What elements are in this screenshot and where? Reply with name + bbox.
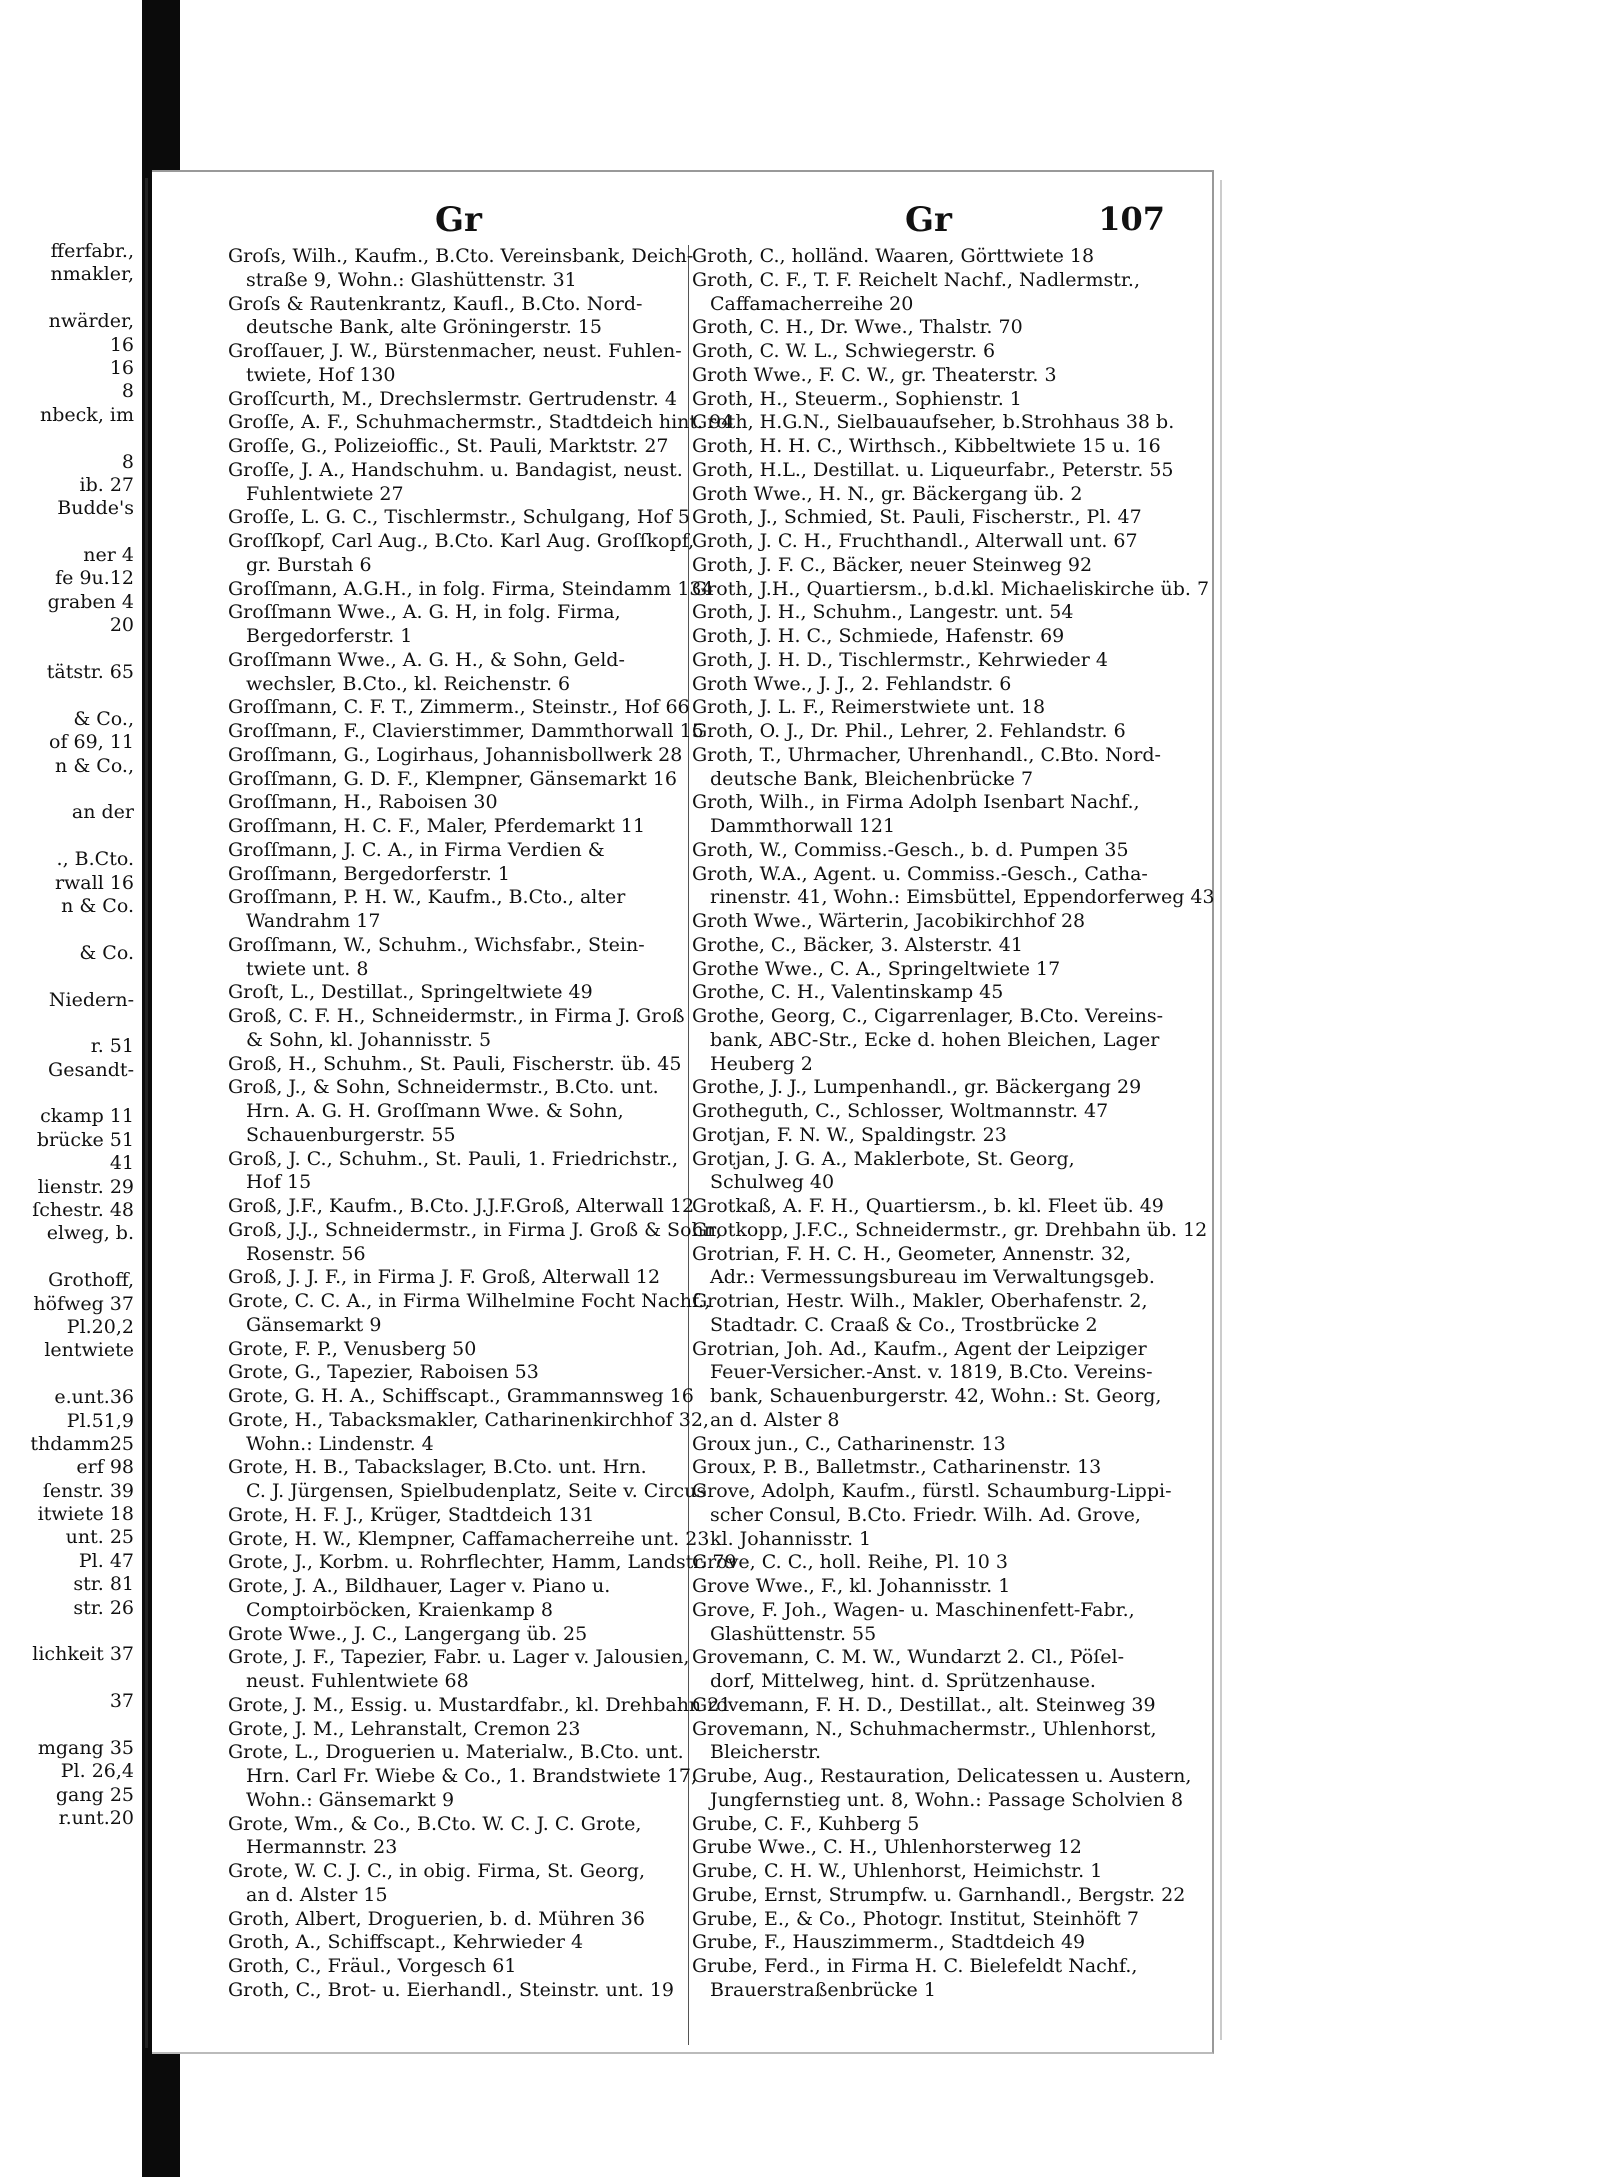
directory-entry-line: kl. Johannisstr. 1 (710, 1527, 872, 1550)
right-column (692, 245, 1215, 2003)
fragment-line (0, 427, 140, 450)
fragment-line: ſchestr. 48 (32, 1199, 134, 1222)
directory-entry-line: Grotheguth, C., Schlosser, Woltmannstr. 47 (692, 1100, 1109, 1122)
directory-entry-line: Groſſe, J. A., Handschuhm. u. Bandagist, neust. (228, 458, 683, 481)
directory-entry-line: Grove Wwe., F., kl. Johannisstr. 1 (692, 1575, 1011, 1597)
fragment-line (0, 1620, 140, 1643)
fragment-line: ner 4 (83, 544, 134, 567)
directory-entry-line: & Sohn, kl. Johannisstr. 5 (246, 1028, 492, 1051)
directory-entry-line: Groß, C. F. H., Schneidermstr., in Firma J. Groß (228, 1005, 685, 1027)
directory-entry-line: Groth, O. J., Dr. Phil., Lehrer, 2. Fehlandstr. 6 (692, 720, 1126, 742)
directory-entry-line: Groth, J. C. H., Fruchthandl., Alterwall unt. 67 (692, 530, 1138, 552)
directory-entry-line: Groſs & Rautenkrantz, Kaufl., B.Cto. Nord- (228, 292, 643, 315)
fragment-line: n & Co. (61, 894, 134, 917)
fragment-line: Pl.20,2 (66, 1315, 134, 1338)
directory-entry-line: Groß, J.J., Schneidermstr., in Firma J. Groß & Sohn, (228, 1218, 723, 1241)
directory-entry-line: Groth, T., Uhrmacher, Uhrenhandl., C.Bto. Nord- (692, 743, 1161, 766)
directory-entry-line: Grote, J. F., Tapezier, Fabr. u. Lager v. Jalousien, (228, 1646, 690, 1669)
directory-entry-line: Glashüttenstr. 55 (710, 1622, 877, 1645)
directory-entry-line: Hrn. A. G. H. Groſſmann Wwe. & Sohn, (246, 1100, 624, 1122)
directory-entry-line: Groth Wwe., J. J., 2. Fehlandstr. 6 (692, 672, 1012, 695)
directory-entry-line: Groth, J.H., Quartiersm., b.d.kl. Michaeliskirche üb. 7 (692, 577, 1210, 600)
fragment-line: Pl. 47 (78, 1549, 134, 1572)
fragment-line: fe 9u.12 (55, 567, 134, 590)
fragment-line: fferfabr., (50, 240, 134, 262)
directory-entry-line: straße 9, Wohn.: Glashüttenstr. 31 (246, 268, 577, 291)
directory-entry-line: Grote, G., Tapezier, Raboisen 53 (228, 1361, 539, 1384)
directory-entry-line: Groth, C. W. L., Schwiegerstr. 6 (692, 340, 996, 362)
directory-entry-line: Hof 15 (246, 1171, 312, 1194)
directory-entry-line: Schauenburgerstr. 55 (246, 1123, 456, 1146)
directory-entry-line: Groth, Albert, Droguerien, b. d. Mühren 36 (228, 1907, 645, 1930)
fragment-line: ib. 27 (79, 473, 134, 496)
fragment-line: lienstr. 29 (37, 1175, 134, 1198)
directory-entry-line: neust. Fuhlentwiete 68 (246, 1670, 469, 1692)
fragment-line (0, 825, 140, 848)
directory-entry-line: Groth, C. H., Dr. Wwe., Thalstr. 70 (692, 316, 1023, 339)
fragment-line: Grothoff, (48, 1269, 134, 1292)
fragment-line: nwärder, (48, 310, 134, 333)
directory-entry-line: an d. Alster 8 (710, 1408, 840, 1431)
directory-entry-line: Grote, G. H. A., Schiffscapt., Grammannsweg 16 (228, 1385, 694, 1407)
directory-entry-line: Comptoirböcken, Kraienkamp 8 (246, 1598, 554, 1621)
directory-entry-line: twiete unt. 8 (246, 957, 369, 980)
fragment-line (0, 1012, 140, 1035)
directory-entry-line: Groſſauer, J. W., Bürstenmacher, neust. Fuhlen- (228, 340, 682, 362)
directory-entry-line: Groth, J. H. C., Schmiede, Hafenstr. 69 (692, 625, 1065, 647)
directory-entry-line: twiete, Hof 130 (246, 363, 396, 386)
directory-entry-line: bank, ABC-Str., Ecke d. hohen Bleichen, Lager (710, 1028, 1160, 1051)
directory-entry-line: Feuer-Versicher.-Anst. v. 1819, B.Cto. Vereins- (710, 1361, 1153, 1384)
left-column-heading: Gr (435, 200, 482, 240)
directory-entry-line: Groſſmann, C. F. T., Zimmerm., Steinstr., Hof 66 (228, 696, 690, 719)
directory-entry-line: Grove, Adolph, Kaufm., fürstl. Schaumburg-Lippi- (692, 1480, 1172, 1502)
directory-entry-line: Grotrian, F. H. C. H., Geometer, Annenstr. 32, (692, 1242, 1132, 1265)
directory-entry-line: Groth, H.L., Destillat. u. Liqueurfabr., Peterstr. 55 (692, 458, 1174, 481)
directory-entry-line: Grote Wwe., J. C., Langergang üb. 25 (228, 1622, 588, 1645)
directory-entry-line: Groß, J. J. F., in Firma J. F. Groß, Alterwall 12 (228, 1266, 661, 1289)
fragment-line: mgang 35 (37, 1737, 134, 1759)
directory-entry-line: Groſſkopf, Carl Aug., B.Cto. Karl Aug. Groſſkopf, (228, 530, 695, 552)
directory-entry-line: Groth, J. L. F., Reimerstwiete unt. 18 (692, 696, 1046, 719)
fragment-line: Niedern- (48, 988, 134, 1011)
directory-entry-line: Dammthorwall 121 (710, 815, 896, 837)
directory-entry-line: Grothe, Georg, C., Cigarrenlager, B.Cto. Vereins- (692, 1005, 1164, 1027)
directory-entry-line: Groth Wwe., Wärterin, Jacobikirchhof 28 (692, 910, 1086, 932)
fragment-line: höfweg 37 (33, 1292, 134, 1315)
fragment-line (0, 965, 140, 988)
fragment-line: graben 4 (47, 590, 134, 613)
directory-entry-line: Jungfernstieg unt. 8, Wohn.: Passage Scholvien 8 (710, 1788, 1184, 1811)
directory-entry-line: Caffamacherreihe 20 (710, 292, 914, 315)
directory-entry-line: Groth, H.G.N., Sielbauaufseher, b.Strohhaus 38 b. (692, 411, 1175, 434)
fragment-line: nbeck, im (40, 403, 134, 426)
directory-entry-line: Grothe Wwe., C. A., Springeltwiete 17 (692, 957, 1061, 980)
directory-entry-line: Hermannstr. 23 (246, 1836, 398, 1859)
fragment-line (0, 1363, 140, 1386)
directory-entry-line: Grotkopp, J.F.C., Schneidermstr., gr. Drehbahn üb. 12 (692, 1218, 1208, 1241)
fragment-line: erf 98 (76, 1456, 134, 1479)
directory-entry-line: Groſſe, G., Polizeioffic., St. Pauli, Marktstr. 27 (228, 435, 669, 457)
fragment-line: str. 26 (73, 1596, 134, 1619)
directory-entry-line: Groſſmann, F., Clavierstimmer, Dammthorwall 15 (228, 720, 704, 742)
fragment-line: lichkeit 37 (32, 1643, 134, 1666)
directory-entry-line: Groſſe, A. F., Schuhmachermstr., Stadtdeich hint. 94 (228, 411, 734, 434)
right-column-heading: Gr (905, 200, 952, 240)
directory-entry-line: Hrn. Carl Fr. Wiebe & Co., 1. Brandstwiete 17, (246, 1765, 698, 1787)
page-number: 107 (1098, 200, 1165, 238)
fragment-line: itwiete 18 (37, 1503, 134, 1526)
directory-entry-line: Grote, J. M., Lehranstalt, Cremon 23 (228, 1717, 581, 1740)
fragment-line: Pl. 26,4 (60, 1760, 134, 1783)
directory-entry-line: Groſſmann Wwe., A. G. H., & Sohn, Geld- (228, 648, 625, 671)
fragment-line (0, 918, 140, 941)
directory-entry-line: Grote, L., Droguerien u. Materialw., B.Cto. unt. (228, 1741, 684, 1764)
directory-entry-line: Grote, J., Korbm. u. Rohrflechter, Hamm, Landstr. 79 (228, 1551, 737, 1574)
directory-entry-line: Groth, J. F. C., Bäcker, neuer Steinweg 92 (692, 553, 1093, 576)
directory-entry-line: dorf, Mittelweg, hint. d. Sprützenhause. (710, 1670, 1096, 1692)
directory-entry-line: Grotrian, Hestr. Wilh., Makler, Oberhafenstr. 2, (692, 1290, 1148, 1312)
directory-entry-line: Groß, J., & Sohn, Schneidermstr., B.Cto. unt. (228, 1076, 659, 1099)
directory-entry-line: Groß, J.F., Kaufm., B.Cto. J.J.F.Groß, Alterwall 12 (228, 1195, 695, 1217)
directory-entry-line: rinenstr. 41, Wohn.: Eimsbüttel, Eppendorferweg 43 (710, 886, 1215, 909)
directory-entry-line: Groth, Wilh., in Firma Adolph Isenbart Nachf., (692, 791, 1140, 814)
directory-entry-line: Schulweg 40 (710, 1171, 835, 1194)
fragment-line: ckamp 11 (40, 1105, 134, 1128)
fragment-line: n & Co., (55, 754, 134, 777)
directory-entry-line: Groſſmann, H. C. F., Maler, Pferdemarkt 11 (228, 815, 646, 837)
directory-entry-line: Grote, H. W., Klempner, Caffamacherreihe unt. 23 (228, 1527, 710, 1550)
fragment-line (0, 521, 140, 544)
directory-entry-line: Groth, C., holländ. Waaren, Görttwiete 18 (692, 245, 1095, 267)
directory-entry-line: Grote, J. M., Essig. u. Mustardfabr., kl. Drehbahn 21 (228, 1693, 732, 1716)
directory-entry-line: Groth, H. H. C., Wirthsch., Kibbeltwiete 15 u. 16 (692, 435, 1161, 457)
directory-entry-line: Stadtadr. C. Craaß & Co., Trostbrücke 2 (710, 1313, 1098, 1336)
directory-entry-line: Grote, C. C. A., in Firma Wilhelmine Focht Nachf., (228, 1290, 711, 1312)
directory-entry-line: Grove, C. C., holl. Reihe, Pl. 10 3 (692, 1551, 1009, 1574)
directory-entry-line: Grote, H. B., Tabackslager, B.Cto. unt. Hrn. (228, 1456, 647, 1479)
page-gutter (145, 178, 148, 2048)
directory-entry-line: Grotjan, F. N. W., Spaldingstr. 23 (692, 1123, 1007, 1146)
fragment-line: ſenstr. 39 (42, 1479, 134, 1502)
directory-entry-line: Grote, H., Tabacksmakler, Catharinenkirchhof 32, (228, 1408, 709, 1431)
directory-entry-line: Groſſmann Wwe., A. G. H, in folg. Firma, (228, 601, 621, 624)
directory-entry-line: Grotrian, Joh. Ad., Kaufm., Agent der Leipziger (692, 1337, 1147, 1360)
directory-entry-line: Groth, J. H., Schuhm., Langestr. unt. 54 (692, 601, 1074, 624)
fragment-line: & Co., (73, 707, 134, 730)
fragment-line (0, 1082, 140, 1105)
directory-entry-line: Grotjan, J. G. A., Maklerbote, St. Georg, (692, 1147, 1075, 1170)
directory-entry-line: an d. Alster 15 (246, 1883, 388, 1906)
directory-entry-line: Grothe, C., Bäcker, 3. Alsterstr. 41 (692, 933, 1023, 956)
directory-entry-line: Bergedorferstr. 1 (246, 625, 413, 647)
directory-entry-line: Grube, F., Hauszimmerm., Stadtdeich 49 (692, 1931, 1086, 1954)
directory-entry-line: Wandrahm 17 (246, 910, 381, 932)
directory-entry-line: Groß, J. C., Schuhm., St. Pauli, 1. Friedrichstr., (228, 1147, 679, 1170)
directory-entry-line: Groth, C. F., T. F. Reichelt Nachf., Nadlermstr., (692, 268, 1140, 291)
page-header (205, 200, 1165, 240)
directory-entry-line: Grube, E., & Co., Photogr. Institut, Steinhöft 7 (692, 1907, 1139, 1930)
directory-entry-line: Groſſcurth, M., Drechslermstr. Gertrudenstr. 4 (228, 387, 677, 410)
directory-entry-line: Groſſmann, J. C. A., in Firma Verdien & (228, 838, 605, 861)
directory-entry-line: Groth, C., Brot- u. Eierhandl., Steinstr. unt. 19 (228, 1978, 674, 2001)
fragment-line (0, 638, 140, 661)
directory-entry-line: Groth, J., Schmied, St. Pauli, Fischerstr., Pl. 47 (692, 506, 1142, 529)
fragment-line: 37 (109, 1690, 134, 1713)
fragment-line: 8 (121, 450, 134, 473)
fragment-line: Pl.51,9 (66, 1409, 134, 1432)
directory-entry-line: Gänsemarkt 9 (246, 1313, 382, 1336)
fragment-line: 20 (109, 614, 134, 637)
directory-entry-line: Groſt, L., Destillat., Springeltwiete 49 (228, 981, 593, 1004)
directory-entry-line: Groſſmann, A.G.H., in folg. Firma, Steindamm 134 (228, 577, 714, 600)
directory-entry-line: Heuberg 2 (710, 1052, 813, 1075)
fragment-line (0, 1714, 140, 1737)
directory-entry-line: Groſſmann, W., Schuhm., Wichsfabr., Stein- (228, 933, 645, 956)
directory-entry-line: Grovemann, F. H. D., Destillat., alt. Steinweg 39 (692, 1693, 1156, 1716)
fragment-line: nmakler, (50, 263, 134, 286)
directory-entry-line: Grube, Aug., Restauration, Delicatessen u. Austern, (692, 1765, 1192, 1787)
directory-entry-line: Grote, J. A., Bildhauer, Lager v. Piano u. (228, 1575, 611, 1597)
fragment-line: r. 51 (90, 1035, 134, 1058)
fragment-line: unt. 25 (65, 1526, 134, 1549)
fragment-line: Gesandt- (48, 1058, 134, 1081)
fragment-line: of 69, 11 (49, 731, 134, 754)
fragment-line: rwall 16 (54, 871, 134, 894)
directory-entry-line: Grube, C. H. W., Uhlenhorst, Heimichstr. 1 (692, 1860, 1103, 1882)
directory-entry-line: Grove, F. Joh., Wagen- u. Maschinenfett-Fabr., (692, 1598, 1135, 1621)
fragment-line: str. 81 (73, 1573, 134, 1596)
directory-entry-line: Grube, Ferd., in Firma H. C. Bielefeldt Nachf., (692, 1955, 1138, 1977)
directory-entry-line: Wohn.: Lindenstr. 4 (246, 1432, 434, 1455)
directory-entry-line: Groſſe, L. G. C., Tischlermstr., Schulgang, Hof 5 (228, 506, 690, 529)
fragment-line: brücke 51 (36, 1128, 134, 1151)
directory-entry-line: Grube, C. F., Kuhberg 5 (692, 1812, 920, 1835)
fragment-line: thdamm25 (30, 1432, 134, 1455)
fragment-line: ., B.Cto. (56, 848, 134, 871)
directory-entry-line: Groſſmann, G., Logirhaus, Johannisbollwerk 28 (228, 743, 683, 766)
directory-entry-line: Rosenstr. 56 (246, 1242, 366, 1265)
fragment-line: 16 (109, 356, 134, 379)
directory-entry-line: Grotkaß, A. F. H., Quartiersm., b. kl. Fleet üb. 49 (692, 1195, 1164, 1217)
fragment-line: e.unt.36 (54, 1386, 134, 1409)
directory-entry-line: Groſſmann, P. H. W., Kaufm., B.Cto., alter (228, 886, 626, 909)
directory-entry-line: Groſſmann, G. D. F., Klempner, Gänsemarkt 16 (228, 767, 677, 790)
fragment-line: lentwiete (44, 1339, 134, 1362)
directory-entry-line: Adr.: Vermessungsbureau im Verwaltungsgeb. (710, 1266, 1155, 1289)
fragment-line (0, 778, 140, 801)
fragment-line (0, 1667, 140, 1690)
previous-page-fragment (0, 240, 140, 1831)
directory-entry-line: wechsler, B.Cto., kl. Reichenstr. 6 (246, 672, 571, 695)
directory-entry-line: Groux jun., C., Catharinenstr. 13 (692, 1432, 1006, 1455)
directory-entry-line: Groſſmann, H., Raboisen 30 (228, 791, 498, 814)
fragment-line: tätstr. 65 (46, 661, 134, 684)
directory-entry-line: Grote, Wm., & Co., B.Cto. W. C. J. C. Grote, (228, 1812, 642, 1835)
directory-entry-line: Groth Wwe., H. N., gr. Bäckergang üb. 2 (692, 482, 1083, 505)
directory-entry-line: Groß, H., Schuhm., St. Pauli, Fischerstr. üb. 45 (228, 1052, 682, 1075)
fragment-line: an der (71, 801, 134, 824)
fragment-line: 8 (121, 380, 134, 403)
directory-entry-line: Groth Wwe., F. C. W., gr. Theaterstr. 3 (692, 363, 1057, 386)
directory-entry-line: Groſs, Wilh., Kaufm., B.Cto. Vereinsbank, Deich- (228, 245, 694, 267)
directory-entry-line: Brauerstraßenbrücke 1 (710, 1978, 936, 2001)
left-column (228, 245, 737, 2003)
directory-entry-line: Grote, F. P., Venusberg 50 (228, 1337, 477, 1360)
directory-entry-line: Groth, H., Steuerm., Sophienstr. 1 (692, 387, 1022, 410)
fragment-line: 41 (109, 1152, 134, 1175)
directory-entry-line: Grube, Ernst, Strumpfw. u. Garnhandl., Bergstr. 22 (692, 1883, 1186, 1906)
fragment-line: 16 (109, 333, 134, 356)
directory-entry-line: deutsche Bank, Bleichenbrücke 7 (710, 767, 1034, 790)
directory-entry-line: Groſſmann, Bergedorferstr. 1 (228, 862, 510, 885)
directory-entry-line: gr. Burstah 6 (246, 553, 372, 576)
directory-entry-line: Grothe, J. J., Lumpenhandl., gr. Bäckergang 29 (692, 1076, 1142, 1099)
directory-entry-line: Grube Wwe., C. H., Uhlenhorsterweg 12 (692, 1836, 1082, 1859)
directory-entry-line: Grothe, C. H., Valentinskamp 45 (692, 981, 1004, 1004)
fragment-line (0, 1246, 140, 1269)
directory-entry-line: scher Consul, B.Cto. Friedr. Wilh. Ad. Grove, (710, 1503, 1141, 1526)
directory-entry-line: Groth, W., Commiss.-Gesch., b. d. Pumpen 35 (692, 838, 1129, 861)
fragment-line: & Co. (79, 941, 134, 964)
directory-entry-line: Wohn.: Gänsemarkt 9 (246, 1788, 455, 1811)
directory-entry-line: Groux, P. B., Balletmstr., Catharinenstr. 13 (692, 1456, 1102, 1479)
fragment-line (0, 287, 140, 310)
directory-entry-line: Groth, C., Fräul., Vorgesch 61 (228, 1955, 517, 1977)
fragment-line: Budde's (57, 497, 134, 520)
directory-entry-line: Groth, A., Schiffscapt., Kehrwieder 4 (228, 1931, 584, 1954)
fragment-line: r.unt.20 (58, 1807, 134, 1830)
page-edge (1220, 180, 1222, 2040)
directory-entry-line: Groth, J. H. D., Tischlermstr., Kehrwieder 4 (692, 648, 1108, 671)
directory-entry-line: deutsche Bank, alte Gröningerstr. 15 (246, 316, 603, 339)
fragment-line: gang 25 (55, 1783, 134, 1806)
fragment-line: elweg, b. (46, 1222, 134, 1245)
directory-entry-line: bank, Schauenburgerstr. 42, Wohn.: St. Georg, (710, 1385, 1162, 1407)
directory-entry-line: C. J. Jürgensen, Spielbudenplatz, Seite v. Circus (246, 1480, 707, 1502)
directory-entry-line: Grote, W. C. J. C., in obig. Firma, St. Georg, (228, 1860, 645, 1882)
directory-entry-line: Bleicherstr. (710, 1741, 821, 1764)
directory-entry-line: Fuhlentwiete 27 (246, 482, 404, 505)
directory-entry-line: Grovemann, N., Schuhmachermstr., Uhlenhorst, (692, 1717, 1157, 1740)
directory-entry-line: Groth, W.A., Agent. u. Commiss.-Gesch., Catha- (692, 862, 1148, 885)
directory-entry-line: Grovemann, C. M. W., Wundarzt 2. Cl., Pöſel- (692, 1646, 1124, 1669)
directory-entry-line: Grote, H. F. J., Krüger, Stadtdeich 131 (228, 1503, 595, 1526)
fragment-line (0, 684, 140, 707)
